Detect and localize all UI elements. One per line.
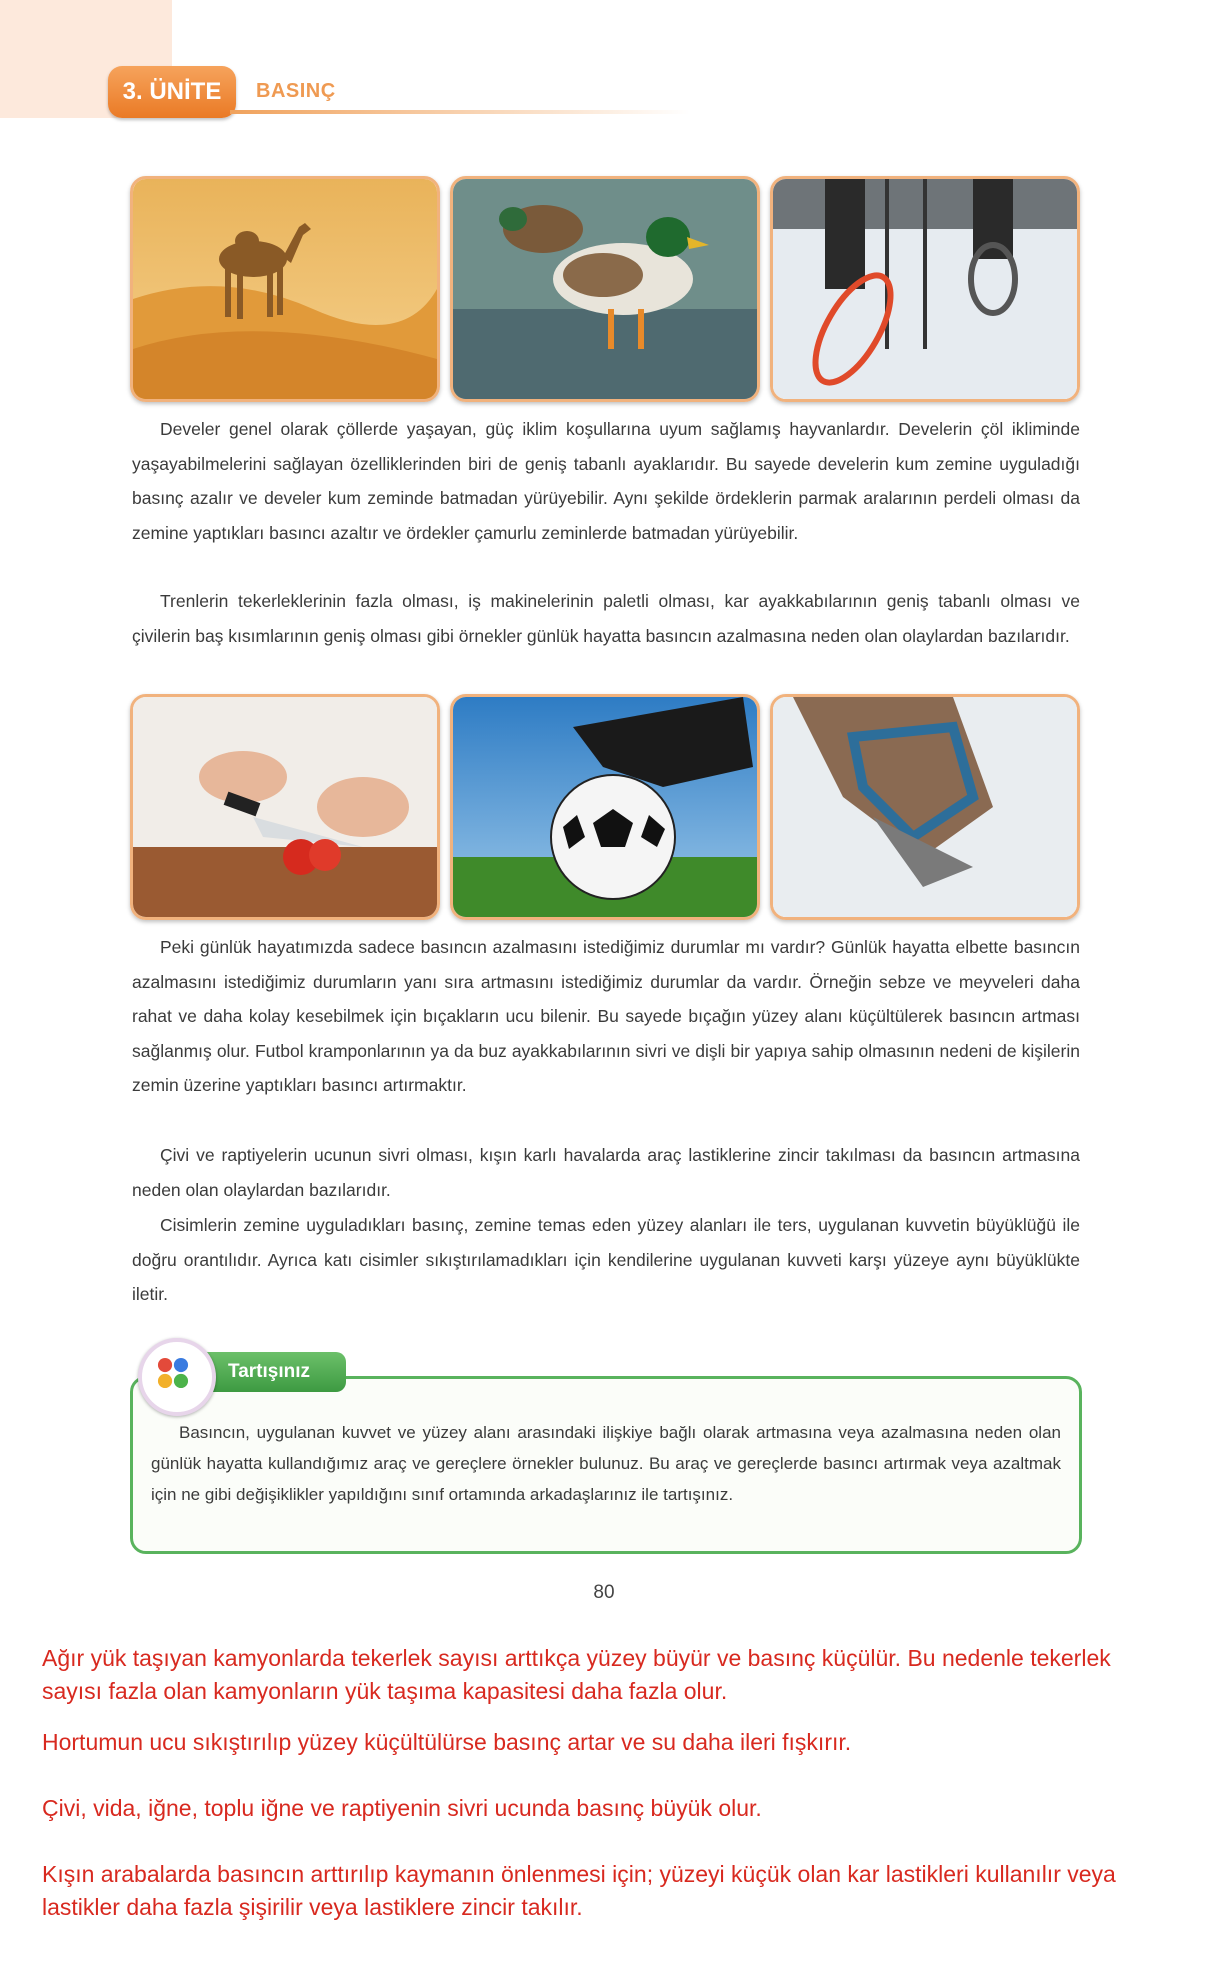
note-trucks: Ağır yük taşıyan kamyonlarda tekerlek sayısı arttıkça yüzey büyür ve basınç küçülür. Bu nedenle tekerlek sayısı fazla olan kamyonların yük taşıma kapasitesi daha fazla olur. [42, 1645, 1111, 1704]
paragraph-nails: Çivi ve raptiyelerin ucunun sivri olması, kışın karlı havalarda araç lastiklerine zincir takılması da basıncın artmasına neden olan olaylardan bazılarıdır. [132, 1145, 1080, 1200]
photo-duck [450, 176, 760, 402]
unit-badge: 3. ÜNİTE [108, 66, 236, 118]
paragraph-pressure-decrease: Trenlerin tekerleklerinin fazla olması, iş makinelerinin paletli olması, kar ayakkabılarının geniş tabanlı olması ve çivilerin baş kısımlarının geniş olması gibi örnekler günlük hayatta basıncın azalmasına neden olan olaylardan bazılarıdır. [132, 591, 1080, 646]
discussion-box [130, 1376, 1082, 1554]
photo-camel [130, 176, 440, 402]
discussion-text: Basıncın, uygulanan kuvvet ve yüzey alanı arasındaki ilişkiye bağlı olarak artmasına veya azalmasına neden olan günlük hayatta kullandığımız araç ve gereçlere örnekler bulunuz. Bu araç ve gereçlerde basıncı artırmak veya azaltmak için ne gibi değişiklikler yapıldığını sınıf ortamında arkadaşlarınız ile tartışınız. [151, 1423, 1061, 1504]
unit-title: BASINÇ [256, 80, 336, 102]
note-hose: Hortumun ucu sıkıştırılıp yüzey küçültülürse basınç artar ve su daha ileri fışkırır. [42, 1729, 852, 1755]
paragraph-proportionality: Cisimlerin zemine uyguladıkları basınç, zemine temas eden yüzey alanları ile ters, uygulanan kuvvetin büyüklüğü ile doğru orantılıdır. Ayrıca katı cisimler sıkıştırılamadıkları için kendilerine uygulanan kuvveti karşı yüzeye aynı büyüklükte iletir. [132, 1215, 1080, 1304]
photo-snowshoes [770, 176, 1080, 402]
discussion-icon [138, 1338, 216, 1416]
page-number: 80 [593, 1582, 615, 1603]
paragraph-camel-duck: Develer genel olarak çöllerde yaşayan, güç iklim koşullarına uyum sağlamış hayvanlardır. Develerin çöl ikliminde yaşayabilmelerini sağlayan özelliklerinden biri de geniş tabanlı ayaklarıdır. Bu sayede develerin kum zemine uyguladığı basınç azalır ve develer kum zeminde batmadan yürüyebilir. Aynı şekilde ördeklerin parmak aralarının perdeli olması da zemine yaptıkları basıncı azaltır ve ördekler çamurlu zeminlerde batmadan yürüyebilir. [132, 419, 1080, 543]
discussion-title: Tartışınız [200, 1352, 346, 1392]
photo-knife-tomato [130, 694, 440, 920]
paragraph-pressure-increase: Peki günlük hayatımızda sadece basıncın azalmasını istediğimiz durumlar mı vardır? Günlük hayatta elbette basıncın azalmasını istediğimiz durumların yanı sıra artmasını istediğimiz durumlar da vardır. Örneğin sebze ve meyveleri daha rahat ve daha kolay kesebilmek için bıçakların ucu bilenir. Bu sayede bıçağın yüzey alanı küçültülerek basıncın artması sağlanmış olur. Futbol kramponlarının ya da buz ayakkabılarının sivri ve dişli bir yapıya sahip olmasının nedeni de kişilerin zemin üzerine yaptıkları basıncı artırmaktır. [132, 937, 1080, 1095]
header-underline [230, 110, 690, 114]
note-nails: Çivi, vida, iğne, toplu iğne ve raptiyenin sivri ucunda basınç büyük olur. [42, 1795, 762, 1821]
photo-football-cleat [450, 694, 760, 920]
note-winter-tires: Kışın arabalarda basıncın arttırılıp kaymanın önlenmesi için; yüzeyi küçük olan kar lastikleri kullanılır veya lastikler daha fazla şişirilir veya lastiklere zincir takılır. [42, 1861, 1116, 1920]
photo-crampon [770, 694, 1080, 920]
